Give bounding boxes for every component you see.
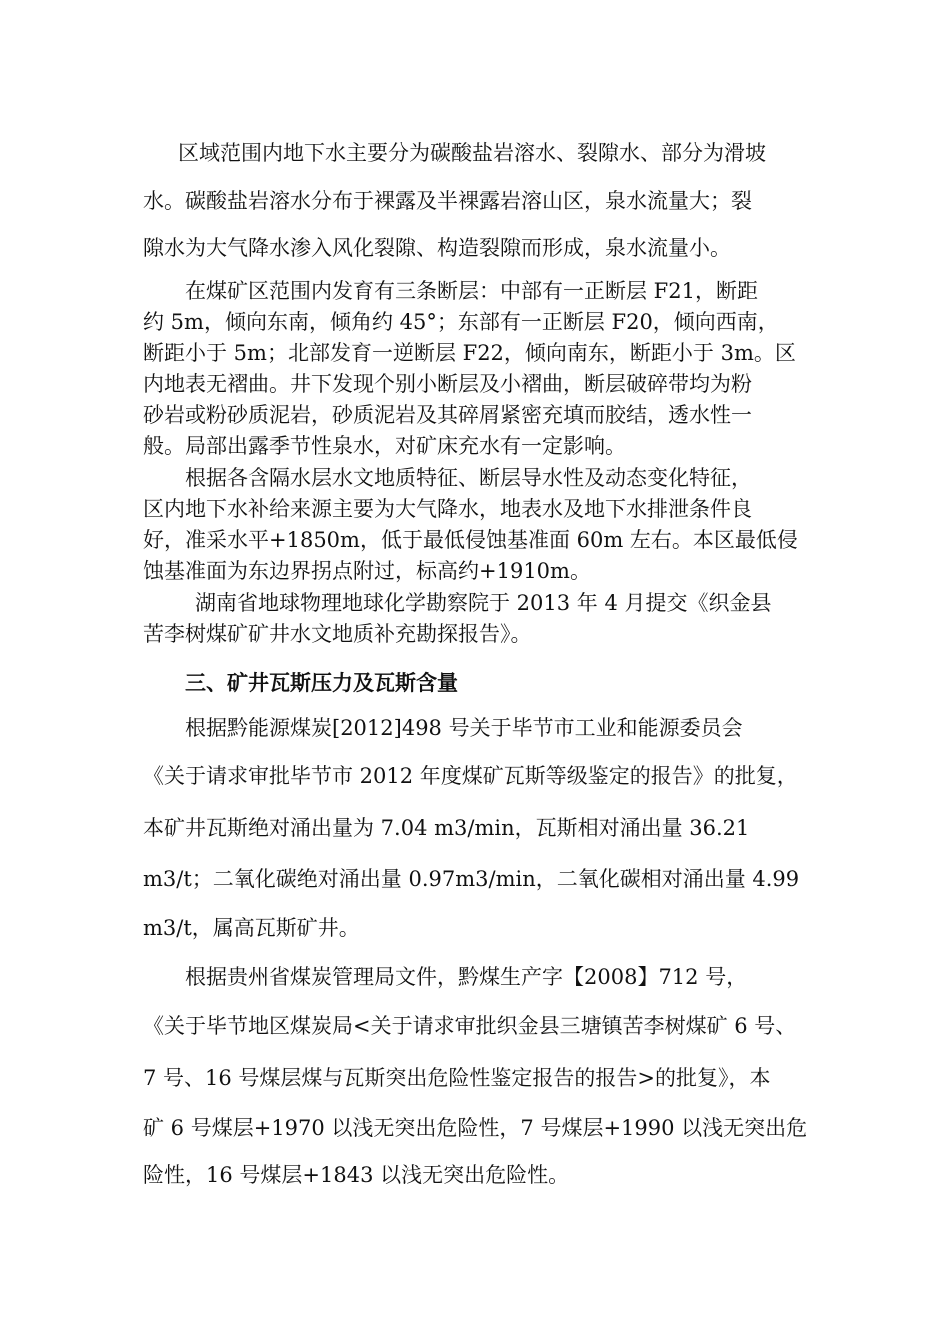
text-line: 水。碳酸盐岩溶水分布于裸露及半裸露岩溶山区，泉水流量大；裂	[143, 189, 752, 213]
text-line: 根据黔能源煤炭[2012]498 号关于毕节市工业和能源委员会	[185, 716, 743, 740]
text-line: 湖南省地球物理地球化学勘察院于 2013 年 4 月提交《织金县	[195, 591, 772, 615]
text-line: 蚀基准面为东边界拐点附过，标高约+1910m。	[143, 559, 591, 583]
text-line: 砂岩或粉砂质泥岩，砂质泥岩及其碎屑紧密充填而胶结，透水性一	[143, 403, 752, 427]
text-line: 内地表无褶曲。井下发现个别小断层及小褶曲，断层破碎带均为粉	[143, 372, 752, 396]
text-line: m3/t，属高瓦斯矿井。	[143, 916, 360, 940]
text-line: 本矿井瓦斯绝对涌出量为 7.04 m3/min，瓦斯相对涌出量 36.21	[143, 816, 750, 840]
text-line: 《关于毕节地区煤炭局<关于请求审批织金县三塘镇苦李树煤矿 6 号、	[143, 1014, 797, 1038]
text-line: 7 号、16 号煤层煤与瓦斯突出危险性鉴定报告的报告>的批复》，本	[143, 1066, 771, 1090]
text-line: 根据各含隔水层水文地质特征、断层导水性及动态变化特征，	[185, 466, 752, 490]
text-line: 苦李树煤矿矿井水文地质补充勘探报告》。	[143, 622, 532, 646]
text-line: 《关于请求审批毕节市 2012 年度煤矿瓦斯等级鉴定的报告》的批复，	[143, 764, 798, 788]
section-heading: 三、矿井瓦斯压力及瓦斯含量	[185, 670, 458, 695]
text-line: 在煤矿区范围内发育有三条断层：中部有一正断层 F21，断距	[185, 279, 758, 303]
text-line: 区内地下水补给来源主要为大气降水，地表水及地下水排泄条件良	[143, 497, 752, 521]
text-line: 根据贵州省煤炭管理局文件，黔煤生产字【2008】712 号，	[185, 965, 748, 989]
text-line: m3/t；二氧化碳绝对涌出量 0.97m3/min，二氧化碳相对涌出量 4.99	[143, 867, 800, 891]
text-line: 险性，16 号煤层+1843 以浅无突出危险性。	[143, 1163, 570, 1187]
text-line: 好，准采水平+1850m，低于最低侵蚀基准面 60m 左右。本区最低侵	[143, 528, 798, 552]
text-line: 隙水为大气降水渗入风化裂隙、构造裂隙而形成，泉水流量小。	[143, 236, 731, 260]
text-line: 区域范围内地下水主要分为碳酸盐岩溶水、裂隙水、部分为滑坡	[178, 141, 766, 165]
text-line: 约 5m，倾向东南，倾角约 45°；东部有一正断层 F20，倾向西南，	[143, 310, 779, 334]
text-line: 矿 6 号煤层+1970 以浅无突出危险性，7 号煤层+1990 以浅无突出危	[143, 1116, 808, 1140]
text-line: 般。局部出露季节性泉水，对矿床充水有一定影响。	[143, 434, 626, 458]
text-line: 断距小于 5m；北部发育一逆断层 F22，倾向南东，断距小于 3m。区	[143, 341, 796, 365]
